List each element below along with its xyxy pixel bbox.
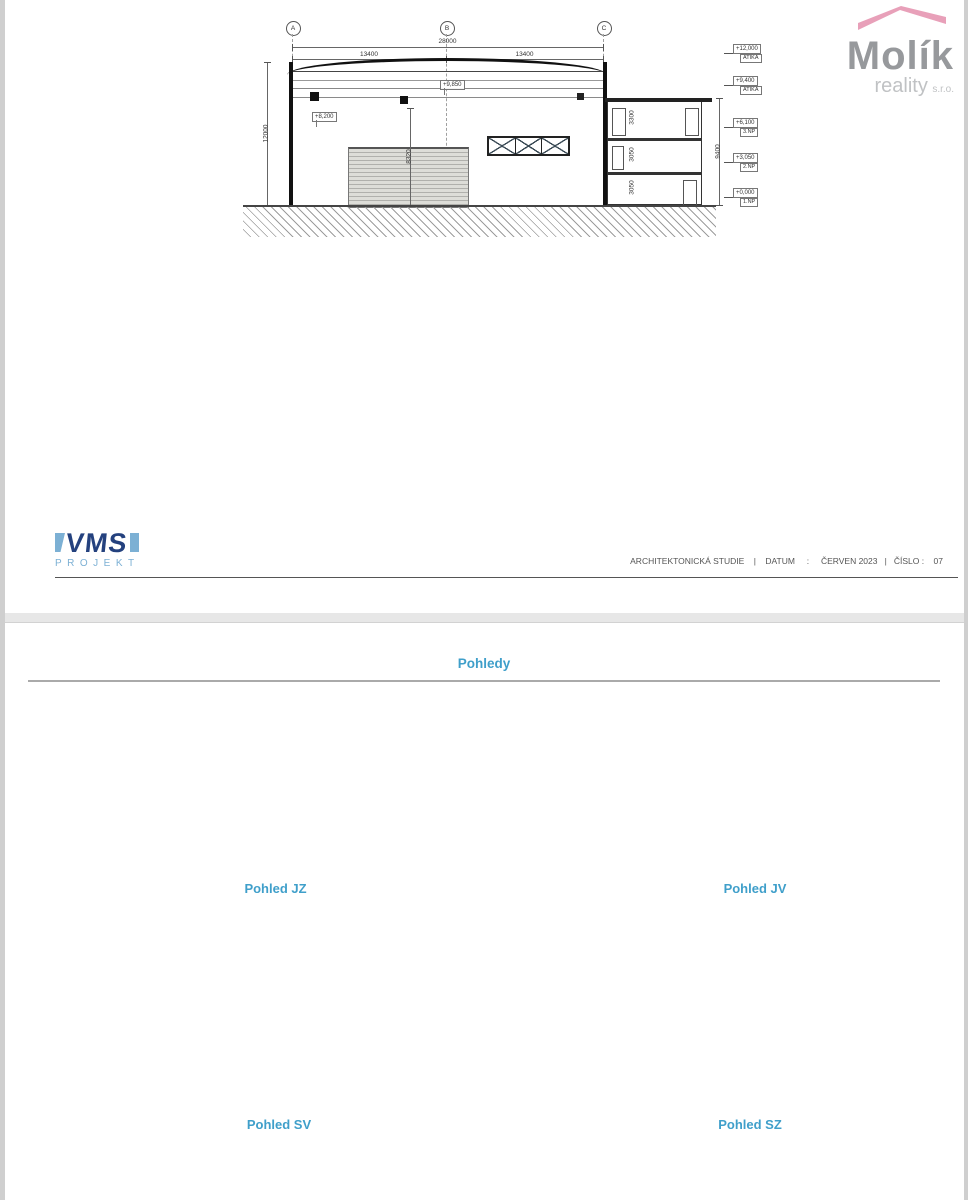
level-name: ATIKA <box>740 54 762 63</box>
elevation-sz <box>0 623 968 1200</box>
annex-window <box>612 108 626 136</box>
dim-tick <box>407 108 414 109</box>
annex-window <box>612 146 624 170</box>
vms-triangle-icon <box>55 533 65 552</box>
note-leader <box>444 88 445 95</box>
level-name: ATIKA <box>740 86 762 95</box>
roof-arc <box>287 58 607 75</box>
elevation-note: +9,850 <box>440 80 465 90</box>
level-value: +12,000 <box>733 44 761 54</box>
level-tick <box>724 162 733 163</box>
longitudinal-section-drawing <box>0 260 968 530</box>
grid-bubble: C <box>597 21 612 36</box>
crane-hoist <box>400 96 408 104</box>
crane-rail <box>293 97 603 98</box>
cross-section-drawing <box>0 0 968 260</box>
dim-label: 13400 <box>515 51 534 58</box>
vms-block-icon <box>130 533 139 552</box>
grid-bubble: B <box>440 21 455 36</box>
page2-title: Pohledy <box>457 656 511 671</box>
dim-label: 28000 <box>438 38 457 45</box>
annex-window <box>685 108 699 136</box>
window-band <box>487 136 570 156</box>
level-value: +0,000 <box>733 188 758 198</box>
scan-edge-left <box>0 0 5 1200</box>
note-leader <box>316 120 317 127</box>
footing <box>598 206 612 223</box>
dim-tick <box>716 205 723 206</box>
vms-projekt-logo <box>55 528 140 569</box>
scan-edge-right <box>964 0 968 1200</box>
dim-label: 9400 <box>714 143 722 159</box>
level-name: 3.NP <box>740 128 758 137</box>
annex-floor-slab <box>607 172 702 175</box>
molik-logo <box>847 6 954 98</box>
level-tick <box>724 127 733 128</box>
level-name: 2.NP <box>740 163 758 172</box>
level-value: +9,400 <box>733 76 758 86</box>
window-pane <box>542 138 568 154</box>
title-pohled-jz: Pohled JZ <box>244 881 307 896</box>
sheet-elevations-page <box>0 622 968 1200</box>
titleblock-text: ARCHITEKTONICKÁ STUDIE | DATUM : ČERVEN 2023 | ČÍSLO : 07 <box>630 556 943 566</box>
elevation-note: +8,200 <box>312 112 337 122</box>
annex-roof-slab <box>605 98 712 102</box>
titleblock-rule <box>55 577 958 578</box>
molik-roof-icon <box>856 6 948 32</box>
dim-label: 8320 <box>405 148 413 164</box>
dim-label: 13400 <box>359 51 379 58</box>
annex-floor-slab <box>607 138 702 141</box>
level-value: +3,050 <box>733 153 758 163</box>
title-pohled-sv: Pohled SV <box>246 1117 312 1132</box>
vms-name: VMS <box>64 528 130 558</box>
dim-tick <box>264 62 271 63</box>
crane-hoist <box>577 93 584 100</box>
footing <box>285 206 299 223</box>
annex-floor-dim: 3300 <box>628 110 636 125</box>
dim-tick <box>716 98 723 99</box>
vms-sub: PROJEKT <box>55 558 140 569</box>
level-name: 1.NP <box>740 198 758 207</box>
crane-hoist <box>310 92 319 101</box>
title-pohled-jv: Pohled JV <box>723 881 787 896</box>
wall-left <box>289 62 293 205</box>
molik-reality: reality <box>874 75 928 97</box>
level-tick <box>724 85 733 86</box>
dim-line <box>292 47 603 48</box>
window-pane <box>516 138 542 154</box>
level-tick <box>724 197 733 198</box>
dim-label: 12000 <box>262 123 270 143</box>
dim-tick <box>292 44 293 51</box>
molik-sro: s.r.o. <box>932 84 954 95</box>
level-tick <box>724 53 733 54</box>
roof-line <box>289 71 607 72</box>
footing <box>690 206 702 223</box>
level-value: +6,100 <box>733 118 758 128</box>
annex-floor-dim: 3050 <box>628 147 636 162</box>
grid-bubble: A <box>286 21 301 36</box>
molik-brand: Molík <box>846 34 954 78</box>
title-pohled-sz: Pohled SZ <box>718 1117 782 1132</box>
window-pane <box>489 138 515 154</box>
footing <box>638 206 650 223</box>
annex-door <box>683 180 697 207</box>
annex-floor-dim: 3050 <box>628 180 636 195</box>
dim-tick <box>603 44 604 51</box>
